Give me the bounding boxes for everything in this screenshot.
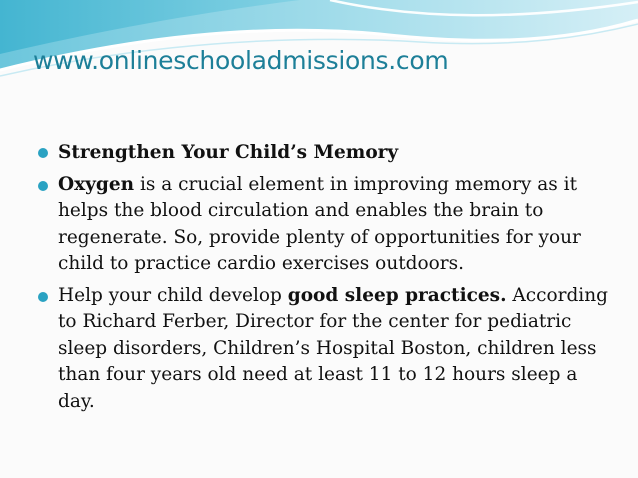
bullet-text-after: According to Richard Ferber, Director for the center for pediatric sleep disorders, Children’s Hospital Boston, children less than four years old need at least 11 to 12 hours sleep a day. — [58, 284, 608, 412]
bullet-item-sleep — [38, 283, 618, 416]
header-wave-decoration — [0, 0, 638, 90]
bullet-list — [38, 140, 618, 415]
bullet-keyword: Oxygen — [58, 173, 135, 195]
bullet-text: is a crucial element in improving memory as it helps the blood circulation and enables the brain to regenerate. So, provide plenty of opportunities for your child to practice cardio exercises outdoors. — [58, 173, 581, 274]
slide-title: www.onlineschooladmissions.com — [33, 46, 449, 75]
bullet-dot-icon — [38, 148, 48, 158]
bullet-dot-icon — [38, 181, 48, 191]
bullet-keyword: good sleep practices. — [287, 284, 507, 306]
bullet-heading: Strengthen Your Child’s Memory — [58, 142, 399, 163]
bullet-item-oxygen — [38, 172, 618, 278]
bullet-item-memory — [38, 140, 618, 167]
bullet-dot-icon — [38, 292, 48, 302]
bullet-text-before: Help your child develop — [58, 284, 288, 306]
